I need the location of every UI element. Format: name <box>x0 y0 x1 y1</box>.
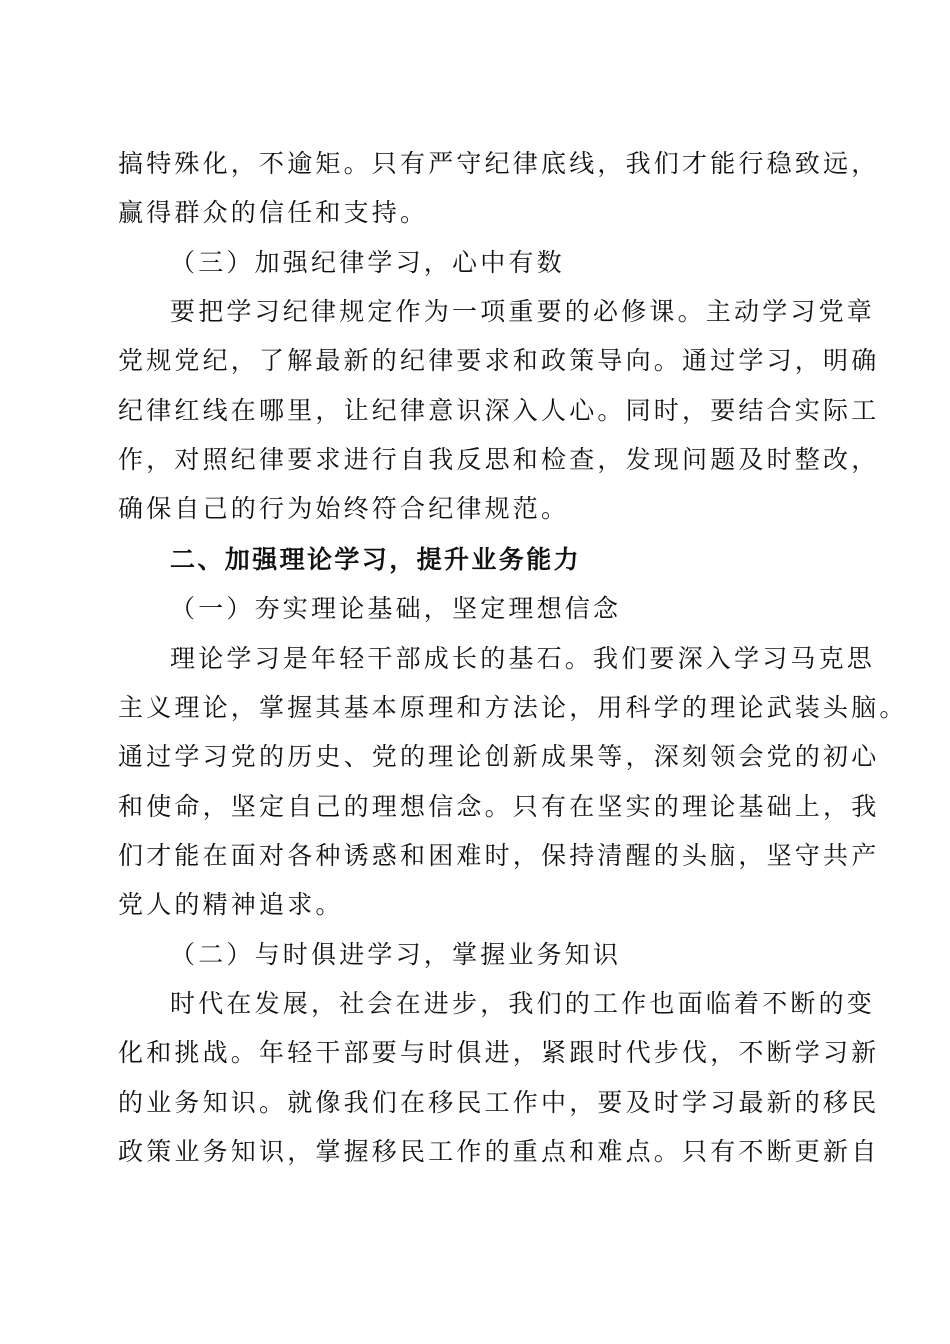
text-line: 理论学习是年轻干部成长的基石。我们要深入学习马克思 <box>170 644 876 673</box>
subheading-1: （一）夯实理论基础，坚定理想信念 <box>170 594 622 623</box>
text-line: 作，对照纪律要求进行自我反思和检查，发现问题及时整改， <box>118 445 880 474</box>
text-line: 要把学习纪律规定作为一项重要的必修课。主动学习党章 <box>170 297 876 326</box>
subheading-2: （二）与时俱进学习，掌握业务知识 <box>170 940 622 969</box>
text-line: 政策业务知识，掌握移民工作的重点和难点。只有不断更新自 <box>118 1137 880 1166</box>
text-line: 和使命，坚定自己的理想信念。只有在坚实的理论基础上，我 <box>118 792 880 821</box>
text-line: 确保自己的行为始终符合纪律规范。 <box>118 494 570 523</box>
subheading-3: （三）加强纪律学习，心中有数 <box>170 248 565 277</box>
text-line: 们才能在面对各种诱惑和困难时，保持清醒的头脑，坚守共产 <box>118 841 880 870</box>
text-line: 时代在发展，社会在进步，我们的工作也面临着不断的变 <box>170 989 876 1018</box>
text-line: 党规党纪，了解最新的纪律要求和政策导向。通过学习，明确 <box>118 346 880 375</box>
section-heading-2: 二、加强理论学习，提升业务能力 <box>170 545 582 574</box>
text-line: 的业务知识。就像我们在移民工作中，要及时学习最新的移民 <box>118 1088 880 1117</box>
text-line: 主义理论，掌握其基本原理和方法论，用科学的理论武装头脑。 <box>118 693 908 722</box>
text-line: 赢得群众的信任和支持。 <box>118 198 429 227</box>
text-line: 通过学习党的历史、党的理论创新成果等，深刻领会党的初心 <box>118 742 880 771</box>
text-line: 纪律红线在哪里，让纪律意识深入人心。同时，要结合实际工 <box>118 396 880 425</box>
text-line: 党人的精神追求。 <box>118 890 344 919</box>
text-line: 化和挑战。年轻干部要与时俱进，紧跟时代步伐，不断学习新 <box>118 1038 880 1067</box>
text-line: 搞特殊化，不逾矩。只有严守纪律底线，我们才能行稳致远， <box>118 149 880 178</box>
